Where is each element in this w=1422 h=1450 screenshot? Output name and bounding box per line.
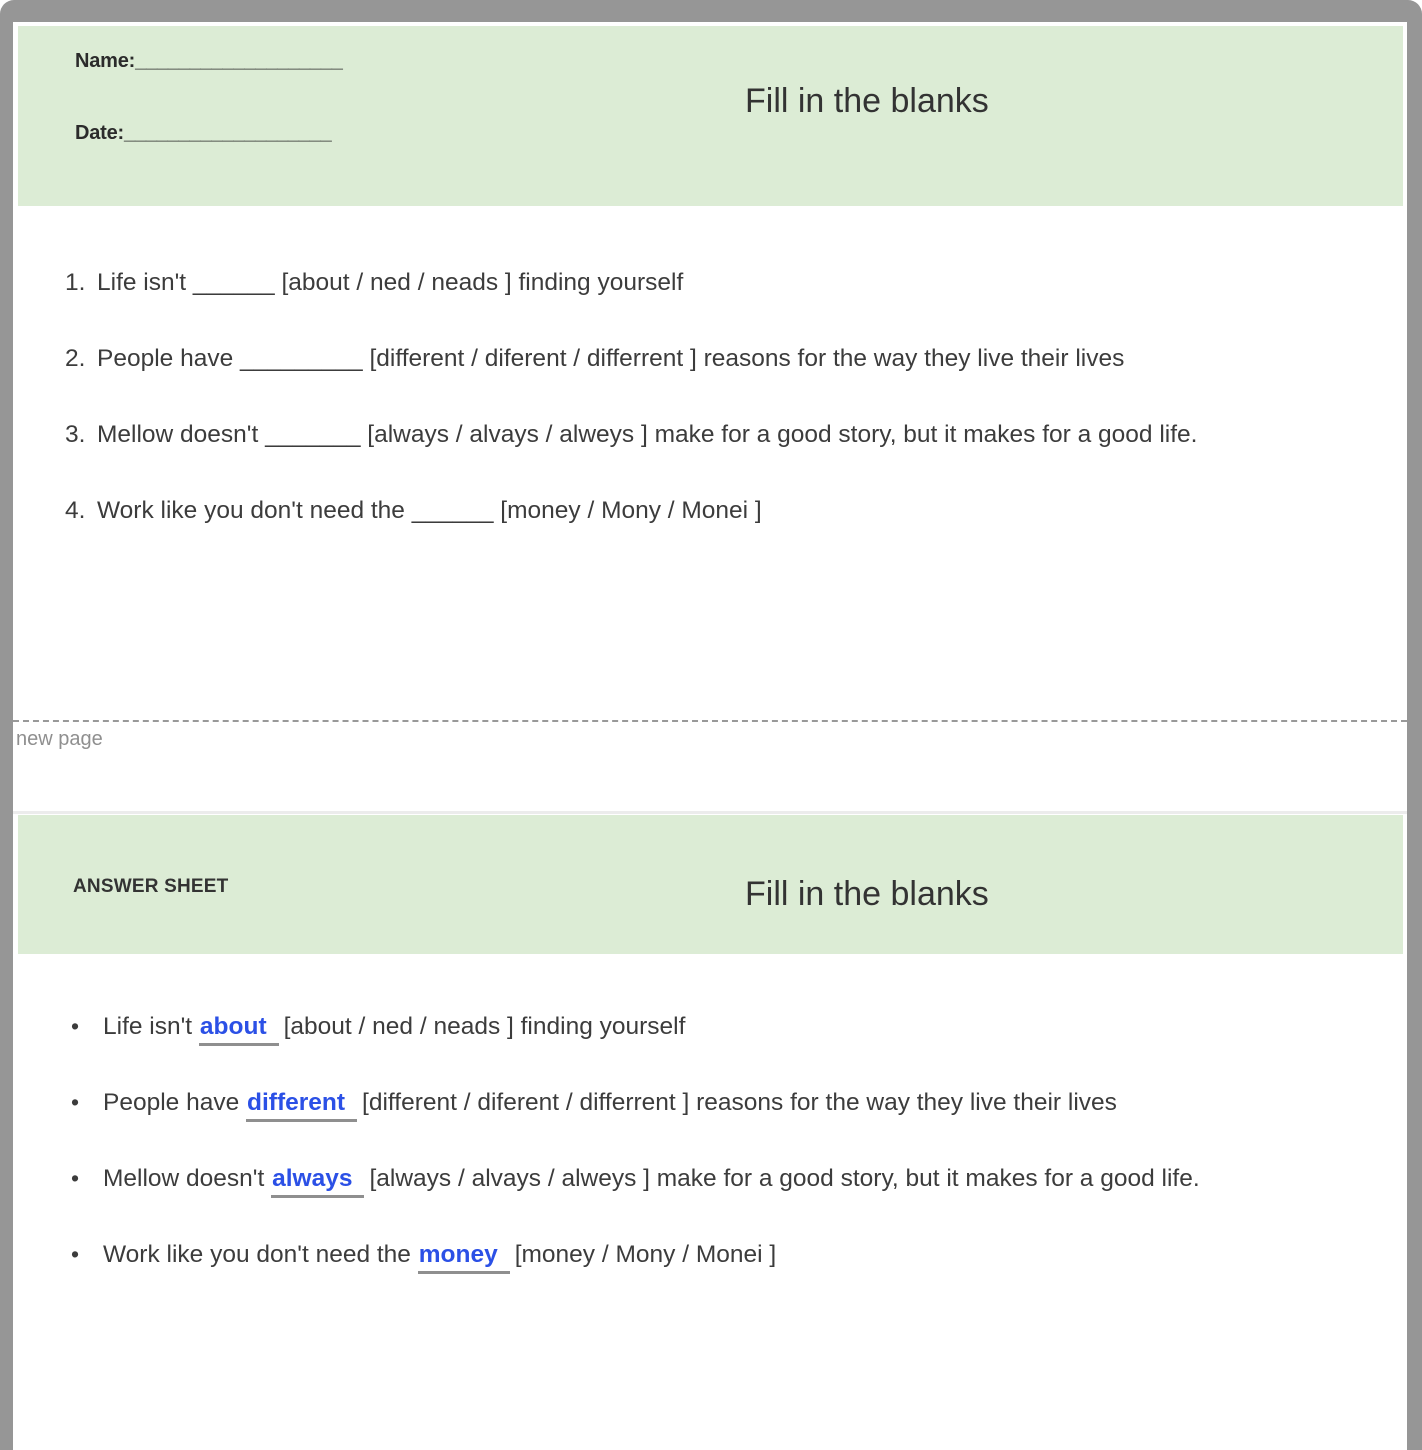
question-text: Life isn't ______ [about / ned / neads ] finding yourself xyxy=(97,269,684,296)
question-item-1 xyxy=(65,268,1397,297)
name-blank-line: ___________________ xyxy=(135,50,343,72)
answer-word: about xyxy=(199,1013,279,1046)
bullet-icon: • xyxy=(71,1013,80,1039)
answer-word: always xyxy=(271,1165,364,1198)
name-label: Name: xyxy=(75,50,136,72)
answer-sheet-header xyxy=(18,815,1403,954)
page-title: Fill in the blanks xyxy=(745,82,989,120)
question-number: 2. xyxy=(65,345,86,372)
answer-word: different xyxy=(246,1089,357,1122)
answer-pre-text: Mellow doesn't xyxy=(103,1165,272,1192)
page-title: Fill in the blanks xyxy=(745,875,989,913)
question-item-2 xyxy=(65,344,1397,373)
question-number: 3. xyxy=(65,421,86,448)
answer-item-2 xyxy=(65,1088,1397,1117)
answer-sheet-badge: ANSWER SHEET xyxy=(73,876,229,897)
answer-pre-text: Life isn't xyxy=(103,1013,199,1040)
answer-post-text: [about / ned / neads ] finding yourself xyxy=(283,1013,686,1040)
page-break-divider xyxy=(13,720,1407,722)
question-item-4 xyxy=(65,496,1397,525)
question-number: 1. xyxy=(65,269,86,296)
answer-post-text: [always / alvays / alweys ] make for a good story, but it makes for a good life. xyxy=(369,1165,1200,1192)
bullet-icon: • xyxy=(71,1241,80,1267)
question-text: Mellow doesn't _______ [always / alvays / alweys ] make for a good story, but it makes for a good life. xyxy=(97,421,1198,448)
bullet-icon: • xyxy=(71,1089,80,1115)
worksheet-header xyxy=(18,26,1403,206)
answer-word: money xyxy=(418,1241,510,1274)
answer-list xyxy=(65,1012,1397,1316)
answer-item-1 xyxy=(65,1012,1397,1041)
question-text: People have _________ [different / diferent / differrent ] reasons for the way they live their lives xyxy=(97,345,1125,372)
answer-item-3 xyxy=(65,1164,1397,1193)
answer-item-4 xyxy=(65,1240,1397,1269)
name-field xyxy=(75,50,343,73)
answer-pre-text: Work like you don't need the xyxy=(103,1241,418,1268)
answer-post-text: [money / Mony / Monei ] xyxy=(514,1241,777,1268)
question-number: 4. xyxy=(65,497,86,524)
question-list xyxy=(65,268,1397,572)
new-page-label: new page xyxy=(16,728,103,750)
page-edge-shadow xyxy=(13,811,1407,814)
bullet-icon: • xyxy=(71,1165,80,1191)
answer-post-text: [different / diferent / differrent ] reasons for the way they live their lives xyxy=(362,1089,1117,1116)
date-field xyxy=(75,122,332,145)
question-item-3 xyxy=(65,420,1397,449)
answer-pre-text: People have xyxy=(103,1089,247,1116)
question-text: Work like you don't need the ______ [money / Mony / Monei ] xyxy=(97,497,762,524)
date-label: Date: xyxy=(75,122,125,144)
date-blank-line: ___________________ xyxy=(124,122,332,144)
worksheet-page xyxy=(13,22,1407,1450)
